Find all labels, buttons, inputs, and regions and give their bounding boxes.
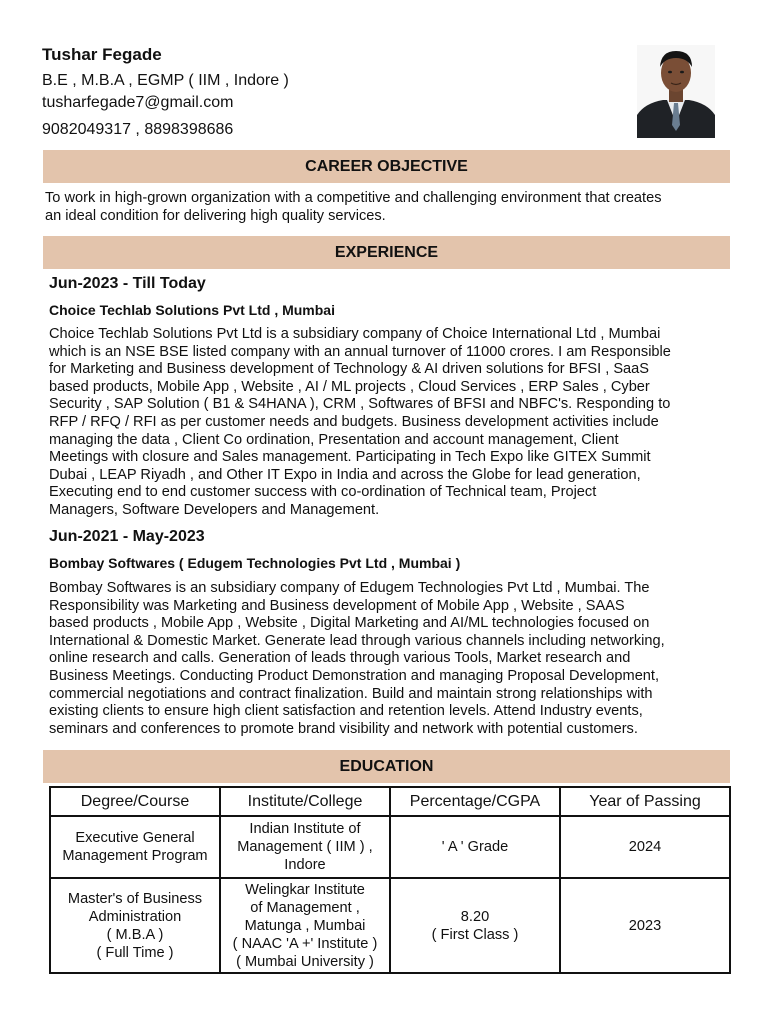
institute-cell [220,878,390,973]
job-description [49,580,665,738]
job-description-line: existing clients to ensure high client satisfaction and retention levels. Attend Industry events, [49,703,643,720]
career-objective-line: To work in high-grown organization with a competitive and challenging environment that creates [45,190,662,206]
degree-cell [50,816,220,878]
cell-line: of Management , [250,899,360,916]
job-description-line: managing the data , Client Co ordination, Presentation and account management, Client [49,431,619,448]
cell-line: Indian Institute of [249,821,361,837]
job-description-line: Choice Techlab Solutions Pvt Ltd is a subsidiary company of Choice International Ltd , Mumbai [49,326,661,342]
cell-line: Executive General [75,830,195,846]
table-row [50,878,730,973]
cell-line: ( Full Time ) [96,944,174,961]
cell-line: ' A ' Grade [441,839,509,855]
section-header-education: EDUCATION [43,750,730,783]
job-description-line: RFP / RFQ / RFI as per customer needs and budgets. Business development activities include [49,413,659,430]
job-description-line: Business Meetings. Conducting Product Demonstration and managing Proposal Development, [49,667,660,684]
job-description-line: Managers, Software Developers and Management. [49,501,380,518]
cell-line: Management Program [62,848,208,864]
table-row [50,816,730,878]
job-period: Jun-2023 - Till Today [49,275,206,292]
job-description [49,326,671,520]
job-description-line: based products, Mobile App , Website , AI / ML projects , Cloud Services , ERP Sales , Cyber [49,378,650,395]
job-company: Choice Techlab Solutions Pvt Ltd , Mumbai [49,302,335,318]
job-description-line: for Marketing and Business development of Technology & AI driven solutions for BFSI , SaaS [49,361,650,378]
cell-line: Master's of Business [67,890,203,907]
cell-line: Welingkar Institute [245,881,365,898]
institute-cell [220,816,390,878]
job-description-line: Bombay Softwares is an subsidiary company of Edugem Technologies Pvt Ltd , Mumbai. The [49,580,650,596]
column-header: Degree/Course [50,787,220,816]
column-header: Year of Passing [560,787,730,816]
profile-photo [637,45,715,138]
job-description-line: Dubai , LEAP Riyadh , and Other IT Expo in India and across the Globe for lead generation, [49,466,641,483]
section-header-career-objective: CAREER OBJECTIVE [43,150,730,183]
job-description-line: International & Domestic Market. Generate lead through various channels including networking, [49,632,665,649]
cell-line: 8.20 [460,908,490,925]
job-description-line: Meetings with closure and Sales management. Participating in Tech Expo like GITEX Summit [49,449,651,466]
score-cell [390,878,560,973]
cell-line: Indore [284,857,326,873]
job-period: Jun-2021 - May-2023 [49,528,205,545]
qualification-line: B.E , M.B.A , EGMP ( IIM , Indore ) [42,72,289,89]
cell-line: Administration [88,908,182,925]
phone-line: 9082049317 , 8898398686 [42,121,234,138]
career-objective-line: an ideal condition for delivering high quality services. [45,207,386,224]
job-description-line: Responsibility was Marketing and Business development of Mobile App , Website , SAAS [49,597,625,614]
job-description-line: Executing end to end customer success with co-ordination of Technical team, Project [49,484,597,501]
year-cell: 2024 [560,816,730,878]
column-header: Institute/College [220,787,390,816]
candidate-name: Tushar Fegade [42,45,162,64]
email-line: tusharfegade7@gmail.com [42,94,234,111]
cell-line: Matunga , Mumbai [244,917,366,934]
cell-line: Management ( IIM ) , [237,839,373,855]
year-cell: 2023 [560,878,730,973]
section-header-experience: EXPERIENCE [43,236,730,269]
job-description-line: online research and calls. Generation of leads through various Tools, Market research and [49,650,631,667]
job-description-line: based products , Mobile App , Website , Digital Marketing and AI/ML technologies focused on [49,615,650,632]
job-description-line: commercial negotiations and contract finalization. Build and maintain strong relationships with [49,685,653,702]
job-description-line: which is an NSE BSE listed company with an annual turnover of 11000 crores. I am Responsible [49,343,671,360]
degree-cell [50,878,220,973]
career-objective-text [45,190,662,225]
score-cell [390,816,560,878]
table-header-row [50,787,730,816]
cell-line: ( M.B.A ) [106,926,164,943]
cell-line: ( NAAC 'A +' Institute ) [232,935,378,952]
cell-line: ( First Class ) [431,926,519,943]
education-table [49,786,731,974]
column-header: Percentage/CGPA [390,787,560,816]
job-description-line: seminars and conferences to promote brand visibility and network with potential customers. [49,720,638,737]
job-company: Bombay Softwares ( Edugem Technologies Pvt Ltd , Mumbai ) [49,555,461,571]
cell-line: ( Mumbai University ) [236,953,374,970]
job-description-line: Security , SAP Solution ( B1 & S4HANA ), CRM , Softwares of BFSI and NBFC's. Responding to [49,396,671,413]
